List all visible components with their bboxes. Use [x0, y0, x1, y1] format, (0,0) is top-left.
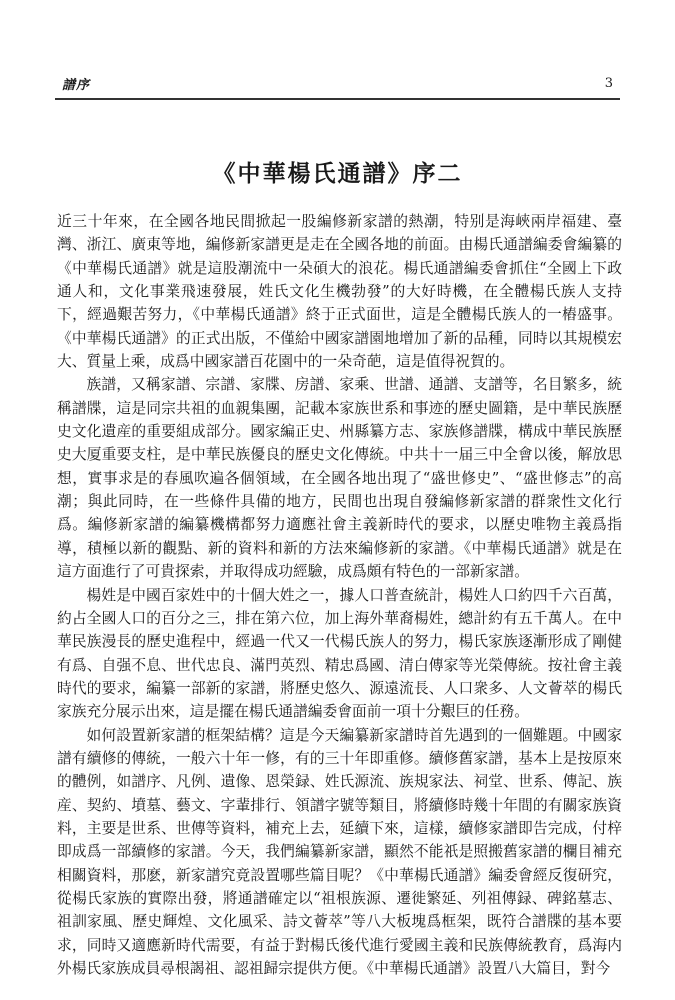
body-text	[57, 210, 622, 980]
running-head: 譜序	[62, 78, 91, 93]
header-rule	[55, 98, 620, 100]
page-number: 3	[604, 76, 613, 91]
document-title: 《中華楊氏通譜》序二	[212, 160, 463, 187]
paragraph-3: 楊姓是中國百家姓中的十個大姓之一，據人口普查統計，楊姓人口約四千六百萬，約占全國人口的百分之三，排在第六位，加上海外華裔楊姓，總計約有五千萬人。在中華民族漫長的歷史進程中，經過一代又一代楊氏族人的努力，楊氏家族逐漸形成了剛健有爲、自强不息、世代忠良、滿門英烈、精忠爲國、清白傳家等光榮傳統。按社會主義時代的要求，編纂一部新的家譜，將歷史悠久、源遠流長、人口衆多、人文薈萃的楊氏家族充分展示出來，這是擺在楊氏通譜編委會面前一項十分艱巨的任務。	[57, 586, 622, 721]
paragraph-1: 近三十年來，在全國各地民間掀起一股編修新家譜的熱潮，特别是海峽兩岸福建、臺灣、浙江、廣東等地，編修新家譜更是走在全國各地的前面。由楊氏通譜編委會編纂的《中華楊氏通譜》就是這股潮流中一朵碩大的浪花。楊氏通譜編委會抓住“全國上下政通人和，文化事業飛速發展，姓氏文化生機勃發”的大好時機，在全體楊氏族人支持下，經過艱苦努力，《中華楊氏通譜》終于正式面世，這是全體楊氏族人的一樁盛事。《中華楊氏通譜》的正式出版，不僅給中國家譜園地增加了新的品種，同時以其規模宏大、質量上乘，成爲中國家譜百花園中的一朵奇葩，這是值得祝賀的。	[57, 213, 622, 371]
paragraph-2: 族譜，又稱家譜、宗譜、家牒、房譜、家乘、世譜、通譜、支譜等，名目繁多，統稱譜牒，這是同宗共祖的血親集團，記載本家族世系和事迹的歷史圖籍，是中華民族歷史文化遺産的重要組成部分。國家編正史、州縣纂方志、家族修譜牒，構成中華民族歷史大厦重要支柱，是中華民族優良的歷史文化傳統。中共十一届三中全會以後，解放思想，實事求是的春風吹遍各個領域，在全國各地出現了“盛世修史”、“盛世修志”的高潮；與此同時，在一些條件具備的地方，民間也出現自發編修新家譜的群衆性文化行爲。編修新家譜的編纂機構都努力適應社會主義新時代的要求，以歷史唯物主義爲指導，積極以新的觀點、新的資料和新的方法來編修新的家譜。《中華楊氏通譜》就是在這方面進行了可貴探索，并取得成功經驗，成爲頗有特色的一部新家譜。	[57, 376, 622, 581]
paragraph-4: 如何設置新家譜的框架結構？這是今天編纂新家譜時首先遇到的一個難題。中國家譜有續修的傳統，一般六十年一修，有的三十年即重修。續修舊家譜，基本上是按原來的體例，如譜序、凡例、遺像、恩榮録、姓氏源流、族規家法、祠堂、世系、傳記、族産、契約、墳墓、藝文、字輩排行、領譜字號等類目，將續修時幾十年間的有關家族資料，主要是世系、世傳等資料，補充上去，延續下來，這樣，續修家譜即告完成，付梓即成爲一部續修的家譜。今天，我們編纂新家譜，顯然不能祇是照搬舊家譜的欄目補充相關資料，那麽，新家譜究竟設置哪些篇目呢？《中華楊氏通譜》編委會經反復研究，從楊氏家族的實際出發，將通譜確定以“祖根族源、遷徙繁延、列祖傳録、碑銘墓志、祖訓家風、歷史輝煌、文化風采、詩文薈萃”等八大板塊爲框架，既符合譜牒的基本要求，同時又適應新時代需要，有益于對楊氏後代進行愛國主義和民族傳統教育，爲海内外楊氏家族成員尋根謁祖、認祖歸宗提供方便。《中華楊氏通譜》設置八大篇目，對今	[57, 726, 622, 977]
